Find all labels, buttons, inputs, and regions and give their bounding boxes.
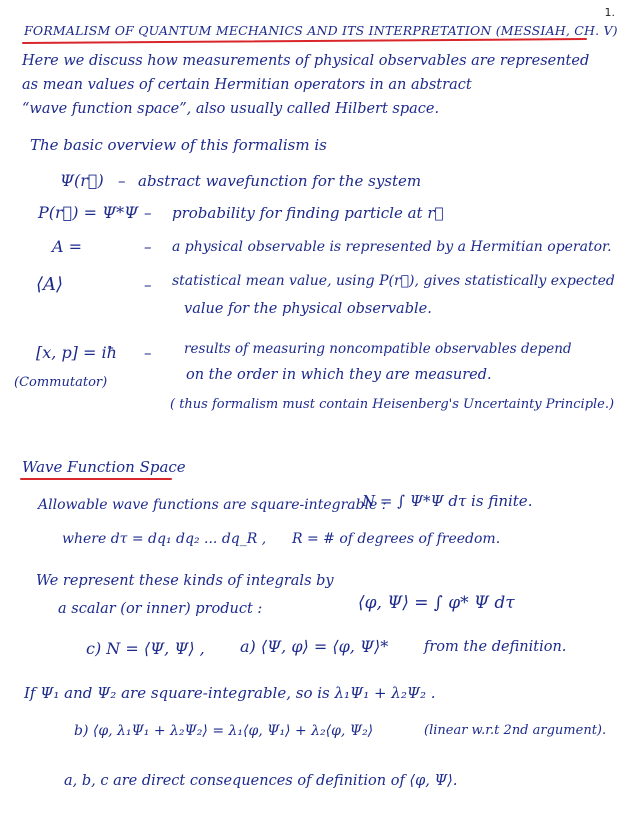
- overview-rhs-2: a physical observable is represented by a Hermitian operator.: [172, 239, 612, 255]
- intro-line-1: Here we discuss how measurements of physical observables are represented: [22, 53, 590, 69]
- overview-lhs-3: ⟨A⟩: [36, 274, 64, 295]
- overview-heading: The basic overview of this formalism is: [30, 136, 327, 154]
- overview-lhs-1: P(r⃗) = Ψ*Ψ: [38, 203, 139, 222]
- overview-dash-3: –: [144, 276, 152, 294]
- section2-line-1a: Allowable wave functions are square-integrable :: [38, 497, 387, 513]
- section2-line-8: a, b, c are direct consequences of definition of ⟨φ, Ψ⟩.: [64, 773, 458, 789]
- section2-line-7b: (linear w.r.t 2nd argument).: [424, 723, 607, 738]
- overview-lhs-0: Ψ(r⃗): [60, 171, 104, 190]
- section-heading-wave-function-space: Wave Function Space: [22, 458, 186, 476]
- overview-dash-0: –: [118, 172, 126, 190]
- overview-dash-1: –: [144, 204, 152, 222]
- section2-line-5a: c) N = ⟨Ψ, Ψ⟩ ,: [86, 639, 205, 658]
- section2-line-7a: b) ⟨φ, λ₁Ψ₁ + λ₂Ψ₂⟩ = λ₁⟨φ, Ψ₁⟩ + λ₂⟨φ, Ψ₂⟩: [74, 723, 374, 739]
- overview-lhs-2: A =: [52, 237, 83, 256]
- overview-rhs-6: on the order in which they are measured.: [186, 367, 492, 383]
- section2-line-6: If Ψ₁ and Ψ₂ are square-integrable, so is λ₁Ψ₁ + λ₂Ψ₂ .: [24, 684, 436, 702]
- page-number: 1.: [604, 6, 615, 19]
- overview-rhs-4: value for the physical observable.: [184, 301, 432, 317]
- section2-line-4a: a scalar (or inner) product :: [58, 601, 263, 617]
- overview-dash-5: –: [144, 344, 152, 362]
- section2-line-5c: from the definition.: [424, 639, 567, 655]
- section2-line-2a: where dτ = dq₁ dq₂ ... dq_R ,: [62, 531, 267, 547]
- overview-rhs-1: probability for finding particle at r⃗: [172, 204, 444, 222]
- section2-line-2b: R = # of degrees of freedom.: [292, 531, 501, 547]
- section2-line-1b: N = ∫ Ψ*Ψ dτ is finite.: [362, 492, 533, 510]
- overview-lhs-5: [x, p] = iħ: [36, 343, 117, 362]
- overview-dash-2: –: [144, 238, 152, 256]
- section2-line-3a: We represent these kinds of integrals by: [36, 573, 334, 589]
- overview-lhs-6: (Commutator): [14, 375, 108, 390]
- overview-rhs-5: results of measuring noncompatible observables depend: [184, 341, 572, 357]
- section-heading-underline: [20, 478, 172, 480]
- overview-rhs-3: statistical mean value, using P(r⃗), gives statistically expected: [172, 273, 615, 289]
- page-title: FORMALISM OF QUANTUM MECHANICS AND ITS INTERPRETATION (MESSIAH, CH. V): [24, 23, 618, 38]
- section2-line-5b: a) ⟨Ψ, φ⟩ = ⟨φ, Ψ⟩*: [240, 637, 389, 656]
- intro-line-2: as mean values of certain Hermitian operators in an abstract: [22, 77, 472, 93]
- intro-line-3: “wave function space”, also usually called Hilbert space.: [22, 101, 440, 117]
- overview-rhs-7: ( thus formalism must contain Heisenberg's Uncertainty Principle.): [170, 397, 615, 412]
- overview-rhs-0: abstract wavefunction for the system: [138, 172, 422, 190]
- section2-line-4b: ⟨φ, Ψ⟩ = ∫ φ* Ψ dτ: [358, 593, 515, 613]
